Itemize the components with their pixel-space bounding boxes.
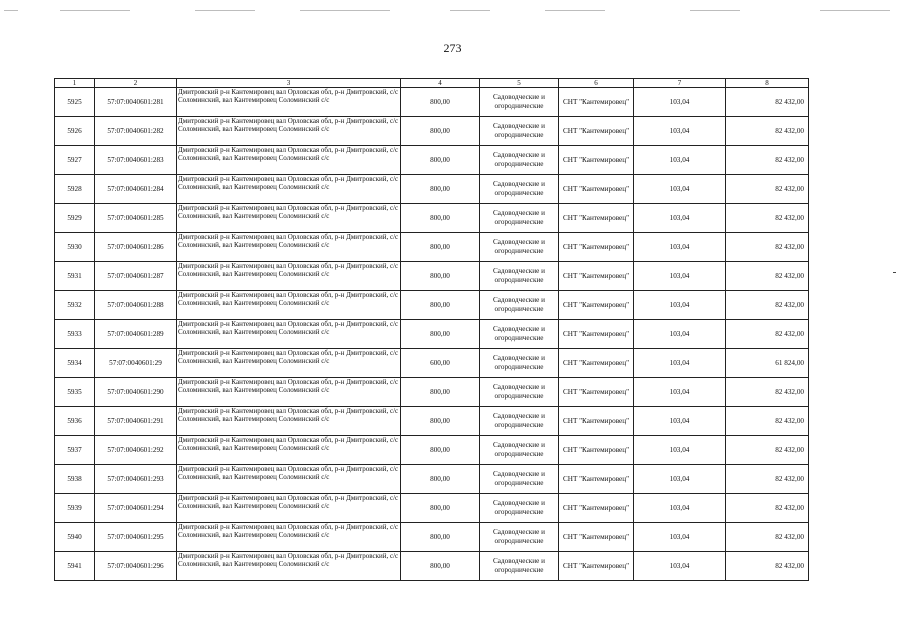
land-use-cell: Садоводческие и огороднические — [480, 204, 559, 233]
row-number-cell: 5927 — [55, 146, 95, 175]
table-row — [55, 175, 809, 204]
organization-cell: СНТ "Кантемировец" — [559, 552, 634, 581]
total-value-cell: 82 432,00 — [726, 262, 809, 291]
address-cell: Дмитровский р-н Кантемировец вал Орловская обл, р-н Дмитровский, с/с Соломинский, вал Кантемировец Соломинский с/с — [177, 88, 401, 117]
unit-price-cell: 103,04 — [634, 436, 726, 465]
column-header: 8 — [726, 79, 809, 88]
cadastral-number-cell: 57:07:0040601:291 — [95, 407, 177, 436]
organization-cell: СНТ "Кантемировец" — [559, 465, 634, 494]
total-value-cell: 82 432,00 — [726, 552, 809, 581]
organization-cell: СНТ "Кантемировец" — [559, 262, 634, 291]
land-use-cell: Садоводческие и огороднические — [480, 320, 559, 349]
row-number-cell: 5938 — [55, 465, 95, 494]
unit-price-cell: 103,04 — [634, 175, 726, 204]
total-value-cell: 82 432,00 — [726, 494, 809, 523]
land-use-cell: Садоводческие и огороднические — [480, 378, 559, 407]
organization-cell: СНТ "Кантемировец" — [559, 407, 634, 436]
address-cell: Дмитровский р-н Кантемировец вал Орловская обл, р-н Дмитровский, с/с Соломинский, вал Кантемировец Соломинский с/с — [177, 552, 401, 581]
unit-price-cell: 103,04 — [634, 523, 726, 552]
organization-cell: СНТ "Кантемировец" — [559, 378, 634, 407]
address-cell: Дмитровский р-н Кантемировец вал Орловская обл, р-н Дмитровский, с/с Соломинский, вал Кантемировец Соломинский с/с — [177, 378, 401, 407]
organization-cell: СНТ "Кантемировец" — [559, 146, 634, 175]
cadastral-number-cell: 57:07:0040601:293 — [95, 465, 177, 494]
area-cell: 800,00 — [401, 378, 480, 407]
land-use-cell: Садоводческие и огороднические — [480, 465, 559, 494]
organization-cell: СНТ "Кантемировец" — [559, 88, 634, 117]
area-cell: 800,00 — [401, 146, 480, 175]
unit-price-cell: 103,04 — [634, 88, 726, 117]
row-number-cell: 5932 — [55, 291, 95, 320]
area-cell: 800,00 — [401, 523, 480, 552]
table-row — [55, 262, 809, 291]
table-row — [55, 88, 809, 117]
address-cell: Дмитровский р-н Кантемировец вал Орловская обл, р-н Дмитровский, с/с Соломинский, вал Кантемировец Соломинский с/с — [177, 204, 401, 233]
organization-cell: СНТ "Кантемировец" — [559, 436, 634, 465]
cadastral-number-cell: 57:07:0040601:290 — [95, 378, 177, 407]
total-value-cell: 82 432,00 — [726, 436, 809, 465]
total-value-cell: 82 432,00 — [726, 233, 809, 262]
organization-cell: СНТ "Кантемировец" — [559, 117, 634, 146]
land-use-cell: Садоводческие и огороднические — [480, 349, 559, 378]
total-value-cell: 82 432,00 — [726, 378, 809, 407]
organization-cell: СНТ "Кантемировец" — [559, 175, 634, 204]
total-value-cell: 82 432,00 — [726, 320, 809, 349]
area-cell: 800,00 — [401, 233, 480, 262]
unit-price-cell: 103,04 — [634, 291, 726, 320]
table-row — [55, 523, 809, 552]
table-row — [55, 233, 809, 262]
unit-price-cell: 103,04 — [634, 552, 726, 581]
row-number-cell: 5930 — [55, 233, 95, 262]
table-row — [55, 204, 809, 233]
unit-price-cell: 103,04 — [634, 146, 726, 175]
land-use-cell: Садоводческие и огороднические — [480, 523, 559, 552]
page-number: 273 — [443, 41, 462, 55]
unit-price-cell: 103,04 — [634, 117, 726, 146]
address-cell: Дмитровский р-н Кантемировец вал Орловская обл, р-н Дмитровский, с/с Соломинский, вал Кантемировец Соломинский с/с — [177, 465, 401, 494]
cadastral-number-cell: 57:07:0040601:281 — [95, 88, 177, 117]
column-header: 3 — [177, 79, 401, 88]
land-use-cell: Садоводческие и огороднические — [480, 117, 559, 146]
cadastral-number-cell: 57:07:0040601:282 — [95, 117, 177, 146]
total-value-cell: 82 432,00 — [726, 204, 809, 233]
total-value-cell: 82 432,00 — [726, 88, 809, 117]
address-cell: Дмитровский р-н Кантемировец вал Орловская обл, р-н Дмитровский, с/с Соломинский, вал Кантемировец Соломинский с/с — [177, 349, 401, 378]
column-header: 5 — [480, 79, 559, 88]
unit-price-cell: 103,04 — [634, 465, 726, 494]
row-number-cell: 5933 — [55, 320, 95, 349]
address-cell: Дмитровский р-н Кантемировец вал Орловская обл, р-н Дмитровский, с/с Соломинский, вал Кантемировец Соломинский с/с — [177, 175, 401, 204]
address-cell: Дмитровский р-н Кантемировец вал Орловская обл, р-н Дмитровский, с/с Соломинский, вал Кантемировец Соломинский с/с — [177, 320, 401, 349]
table-row — [55, 494, 809, 523]
organization-cell: СНТ "Кантемировец" — [559, 523, 634, 552]
address-cell: Дмитровский р-н Кантемировец вал Орловская обл, р-н Дмитровский, с/с Соломинский, вал Кантемировец Соломинский с/с — [177, 523, 401, 552]
area-cell: 800,00 — [401, 291, 480, 320]
column-header: 2 — [95, 79, 177, 88]
cadastral-number-cell: 57:07:0040601:286 — [95, 233, 177, 262]
unit-price-cell: 103,04 — [634, 378, 726, 407]
area-cell: 800,00 — [401, 407, 480, 436]
address-cell: Дмитровский р-н Кантемировец вал Орловская обл, р-н Дмитровский, с/с Соломинский, вал Кантемировец Соломинский с/с — [177, 407, 401, 436]
scan-artifact-strip — [0, 0, 905, 20]
total-value-cell: 82 432,00 — [726, 291, 809, 320]
organization-cell: СНТ "Кантемировец" — [559, 494, 634, 523]
cadastral-number-cell: 57:07:0040601:295 — [95, 523, 177, 552]
land-use-cell: Садоводческие и огороднические — [480, 436, 559, 465]
unit-price-cell: 103,04 — [634, 494, 726, 523]
address-cell: Дмитровский р-н Кантемировец вал Орловская обл, р-н Дмитровский, с/с Соломинский, вал Кантемировец Соломинский с/с — [177, 494, 401, 523]
organization-cell: СНТ "Кантемировец" — [559, 204, 634, 233]
total-value-cell: 82 432,00 — [726, 407, 809, 436]
cadastral-number-cell: 57:07:0040601:287 — [95, 262, 177, 291]
row-number-cell: 5939 — [55, 494, 95, 523]
total-value-cell: 82 432,00 — [726, 465, 809, 494]
column-header: 1 — [55, 79, 95, 88]
row-number-cell: 5928 — [55, 175, 95, 204]
area-cell: 800,00 — [401, 320, 480, 349]
row-number-cell: 5929 — [55, 204, 95, 233]
cadastral-number-cell: 57:07:0040601:289 — [95, 320, 177, 349]
land-use-cell: Садоводческие и огороднические — [480, 407, 559, 436]
land-use-cell: Садоводческие и огороднические — [480, 146, 559, 175]
unit-price-cell: 103,04 — [634, 233, 726, 262]
unit-price-cell: 103,04 — [634, 407, 726, 436]
area-cell: 800,00 — [401, 204, 480, 233]
unit-price-cell: 103,04 — [634, 204, 726, 233]
table-header-row — [55, 79, 809, 88]
area-cell: 800,00 — [401, 88, 480, 117]
address-cell: Дмитровский р-н Кантемировец вал Орловская обл, р-н Дмитровский, с/с Соломинский, вал Кантемировец Соломинский с/с — [177, 291, 401, 320]
row-number-cell: 5934 — [55, 349, 95, 378]
land-use-cell: Садоводческие и огороднические — [480, 88, 559, 117]
cadastral-number-cell: 57:07:0040601:285 — [95, 204, 177, 233]
total-value-cell: 82 432,00 — [726, 117, 809, 146]
land-use-cell: Садоводческие и огороднические — [480, 262, 559, 291]
cadastral-number-cell: 57:07:0040601:296 — [95, 552, 177, 581]
column-header: 6 — [559, 79, 634, 88]
table-row — [55, 117, 809, 146]
organization-cell: СНТ "Кантемировец" — [559, 233, 634, 262]
column-header: 7 — [634, 79, 726, 88]
row-number-cell: 5935 — [55, 378, 95, 407]
row-number-cell: 5925 — [55, 88, 95, 117]
row-number-cell: 5941 — [55, 552, 95, 581]
table-row — [55, 349, 809, 378]
table-row — [55, 552, 809, 581]
cadastral-number-cell: 57:07:0040601:29 — [95, 349, 177, 378]
unit-price-cell: 103,04 — [634, 349, 726, 378]
address-cell: Дмитровский р-н Кантемировец вал Орловская обл, р-н Дмитровский, с/с Соломинский, вал Кантемировец Соломинский с/с — [177, 233, 401, 262]
table-row — [55, 436, 809, 465]
area-cell: 800,00 — [401, 465, 480, 494]
area-cell: 600,00 — [401, 349, 480, 378]
area-cell: 800,00 — [401, 436, 480, 465]
area-cell: 800,00 — [401, 117, 480, 146]
cadastral-number-cell: 57:07:0040601:284 — [95, 175, 177, 204]
register-table — [54, 78, 809, 581]
table-row — [55, 320, 809, 349]
land-use-cell: Садоводческие и огороднические — [480, 291, 559, 320]
row-number-cell: 5926 — [55, 117, 95, 146]
address-cell: Дмитровский р-н Кантемировец вал Орловская обл, р-н Дмитровский, с/с Соломинский, вал Кантемировец Соломинский с/с — [177, 436, 401, 465]
land-use-cell: Садоводческие и огороднические — [480, 175, 559, 204]
total-value-cell: 61 824,00 — [726, 349, 809, 378]
total-value-cell: 82 432,00 — [726, 175, 809, 204]
cadastral-number-cell: 57:07:0040601:294 — [95, 494, 177, 523]
table-row — [55, 407, 809, 436]
row-number-cell: 5936 — [55, 407, 95, 436]
table-row — [55, 291, 809, 320]
table-row — [55, 378, 809, 407]
land-use-cell: Садоводческие и огороднические — [480, 494, 559, 523]
area-cell: 800,00 — [401, 175, 480, 204]
row-number-cell: 5940 — [55, 523, 95, 552]
total-value-cell: 82 432,00 — [726, 146, 809, 175]
area-cell: 800,00 — [401, 494, 480, 523]
cadastral-number-cell: 57:07:0040601:288 — [95, 291, 177, 320]
land-use-cell: Садоводческие и огороднические — [480, 552, 559, 581]
address-cell: Дмитровский р-н Кантемировец вал Орловская обл, р-н Дмитровский, с/с Соломинский, вал Кантемировец Соломинский с/с — [177, 117, 401, 146]
address-cell: Дмитровский р-н Кантемировец вал Орловская обл, р-н Дмитровский, с/с Соломинский, вал Кантемировец Соломинский с/с — [177, 146, 401, 175]
scan-mark — [893, 272, 896, 273]
address-cell: Дмитровский р-н Кантемировец вал Орловская обл, р-н Дмитровский, с/с Соломинский, вал Кантемировец Соломинский с/с — [177, 262, 401, 291]
organization-cell: СНТ "Кантемировец" — [559, 349, 634, 378]
unit-price-cell: 103,04 — [634, 320, 726, 349]
column-header: 4 — [401, 79, 480, 88]
table-row — [55, 465, 809, 494]
area-cell: 800,00 — [401, 262, 480, 291]
row-number-cell: 5931 — [55, 262, 95, 291]
row-number-cell: 5937 — [55, 436, 95, 465]
land-use-cell: Садоводческие и огороднические — [480, 233, 559, 262]
cadastral-number-cell: 57:07:0040601:283 — [95, 146, 177, 175]
total-value-cell: 82 432,00 — [726, 523, 809, 552]
unit-price-cell: 103,04 — [634, 262, 726, 291]
table-row — [55, 146, 809, 175]
organization-cell: СНТ "Кантемировец" — [559, 320, 634, 349]
organization-cell: СНТ "Кантемировец" — [559, 291, 634, 320]
cadastral-number-cell: 57:07:0040601:292 — [95, 436, 177, 465]
area-cell: 800,00 — [401, 552, 480, 581]
